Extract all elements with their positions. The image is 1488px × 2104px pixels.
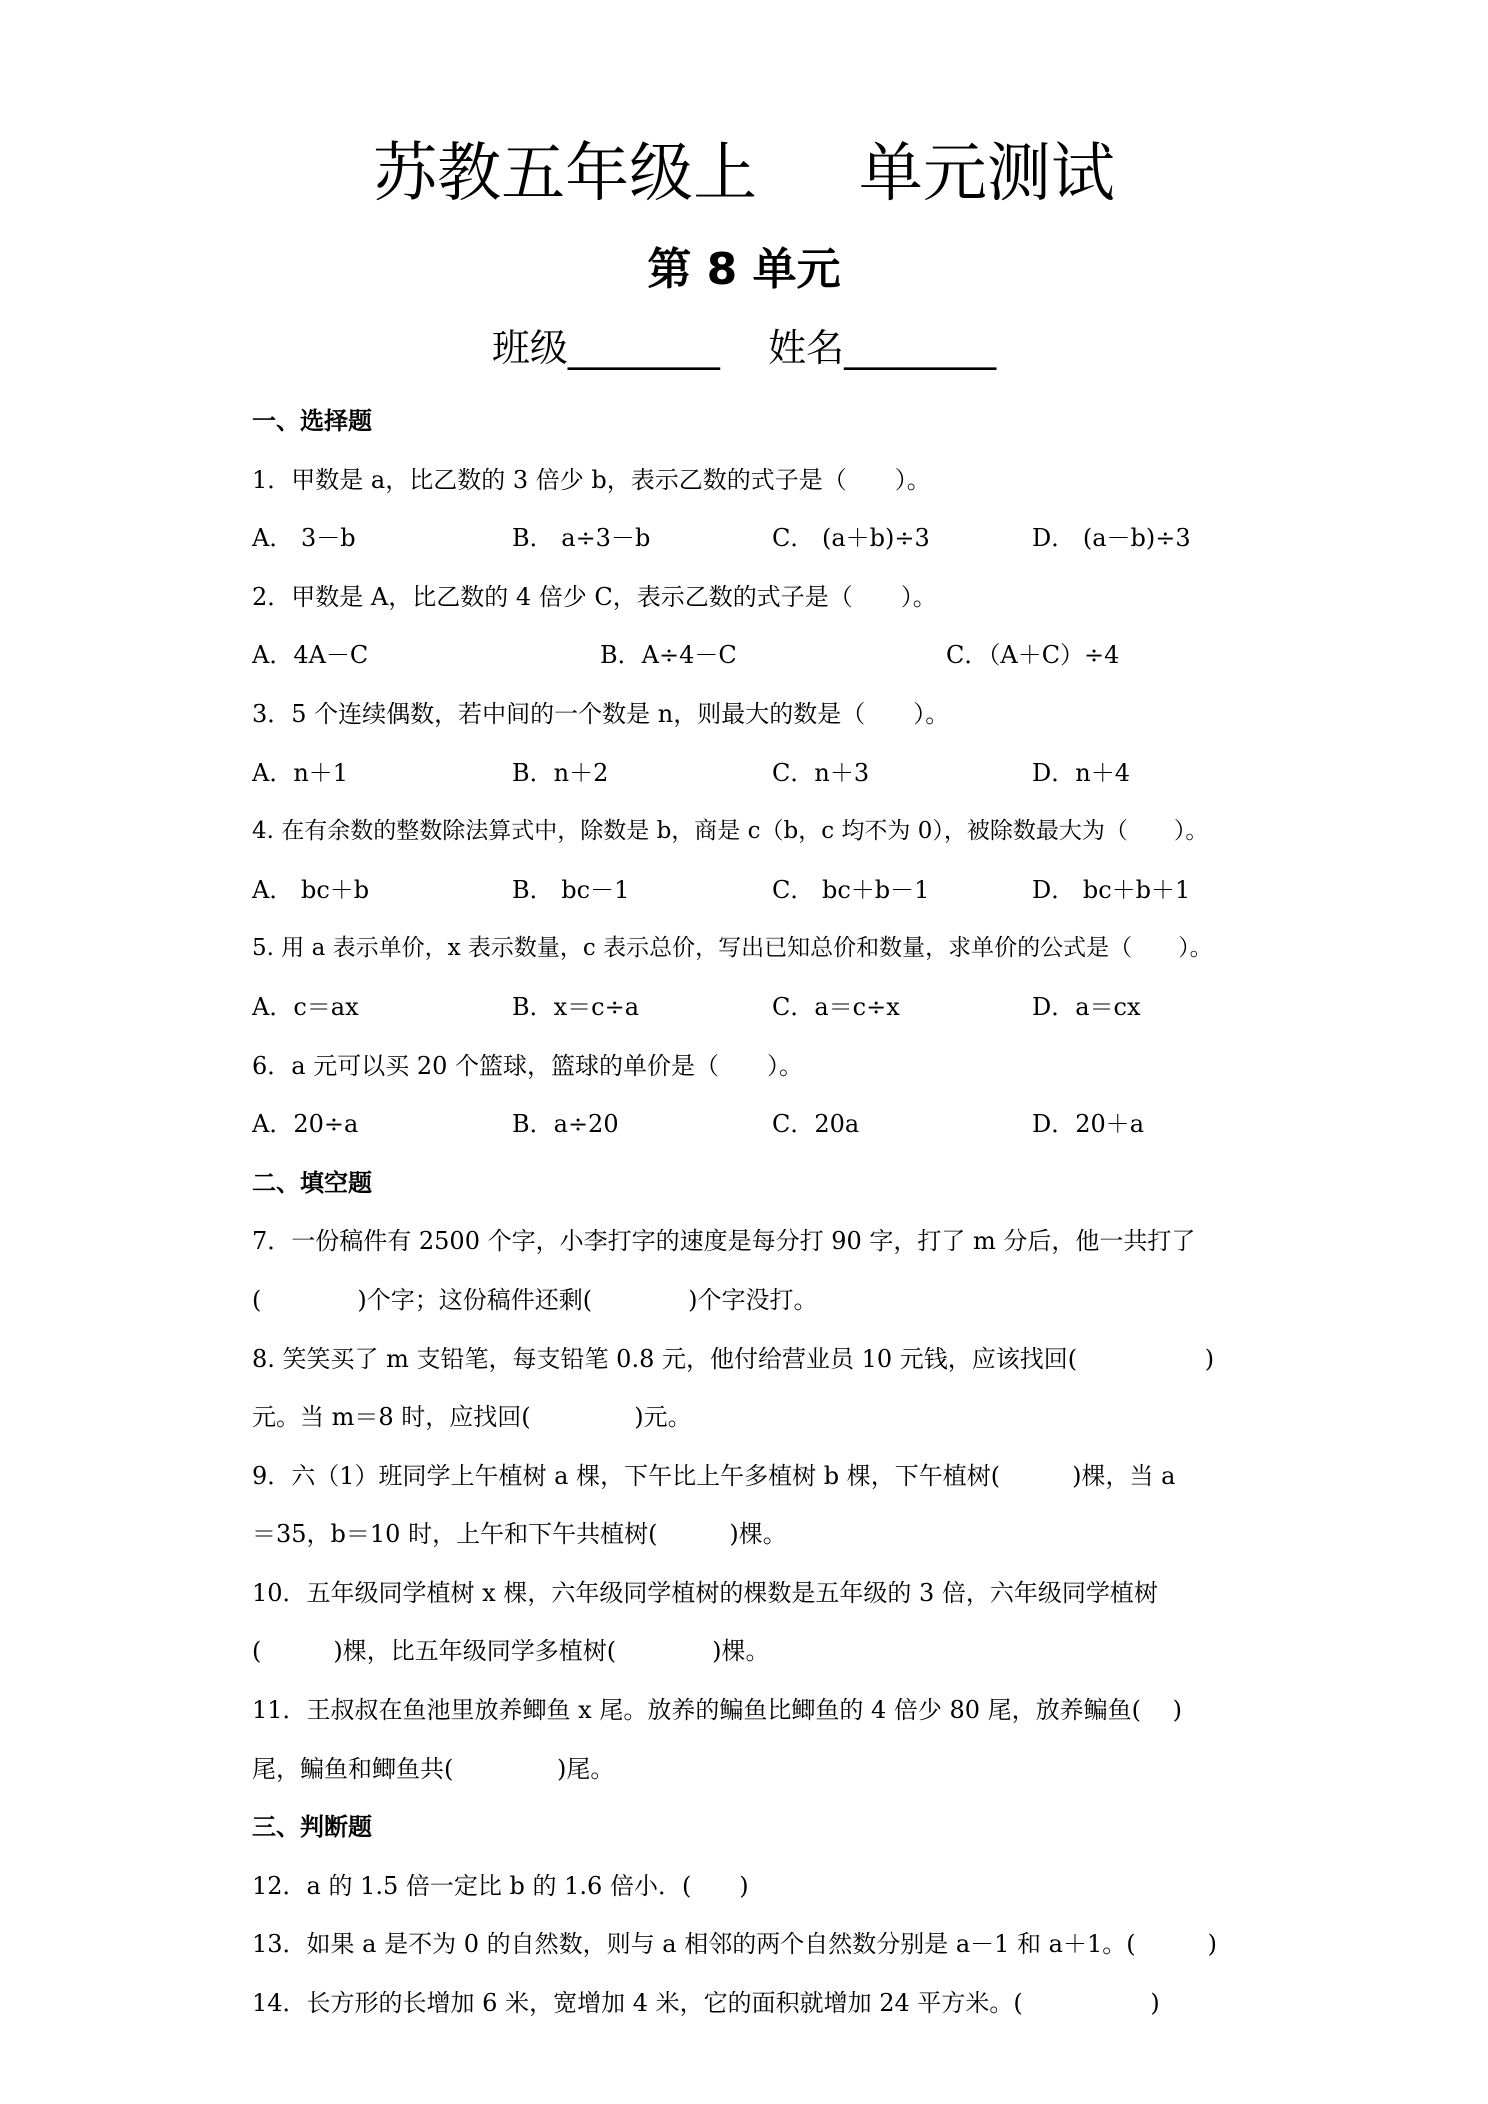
question-10-line-1: 10．五年级同学植树 x 棵，六年级同学植树的棵数是五年级的 3 倍，六年级同学植树 bbox=[252, 1578, 1158, 1607]
option-d: D．a＝cx bbox=[1032, 992, 1141, 1021]
section-heading-fill: 二、填空题 bbox=[252, 1168, 372, 1197]
question-1-options bbox=[252, 509, 1252, 568]
option-d: D． (a－b)÷3 bbox=[1032, 524, 1191, 553]
option-a: A． 3－b bbox=[252, 524, 356, 553]
question-11-line-2: 尾，鳊鱼和鲫鱼共( )尾。 bbox=[252, 1754, 615, 1783]
option-b: B．a÷20 bbox=[512, 1110, 619, 1139]
question-9-line-2: ＝35，b＝10 时，上午和下午共植树( )棵。 bbox=[252, 1520, 787, 1549]
option-d: D． bc＋b＋1 bbox=[1032, 875, 1191, 904]
option-a: A．n＋1 bbox=[252, 758, 349, 787]
question-9-line-1: 9．六（1）班同学上午植树 a 棵，下午比上午多植树 b 棵，下午植树( )棵，当 a bbox=[252, 1461, 1176, 1490]
option-a: A．4A－C bbox=[252, 641, 369, 670]
question-14: 14．长方形的长增加 6 米，宽增加 4 米，它的面积就增加 24 平方米。( ) bbox=[252, 1989, 1160, 2018]
option-d: D．20＋a bbox=[1032, 1110, 1145, 1139]
question-2-options bbox=[252, 626, 1252, 685]
option-c: C．a＝c÷x bbox=[772, 992, 900, 1021]
option-a: A．20÷a bbox=[252, 1110, 359, 1139]
page-title: 苏教五年级上 单元测试 bbox=[373, 137, 1115, 211]
option-c: C． bc＋b－1 bbox=[772, 875, 930, 904]
option-b: B． a÷3－b bbox=[512, 524, 651, 553]
question-4-options bbox=[252, 861, 1252, 920]
question-10-line-2: ( )棵，比五年级同学多植树( )棵。 bbox=[252, 1637, 770, 1666]
question-6-options bbox=[252, 1095, 1252, 1154]
question-12: 12．a 的 1.5 倍一定比 b 的 1.6 倍小．( ) bbox=[252, 1871, 749, 1900]
question-6-stem: 6．a 元可以买 20 个篮球，篮球的单价是（ ）。 bbox=[252, 1051, 804, 1080]
question-13: 13．如果 a 是不为 0 的自然数，则与 a 相邻的两个自然数分别是 a－1 和 a＋1。( ) bbox=[252, 1930, 1217, 1959]
section-heading-choice: 一、选择题 bbox=[252, 407, 372, 435]
option-c: C．20a bbox=[772, 1110, 860, 1139]
section-heading-judge: 三、判断题 bbox=[252, 1813, 372, 1842]
option-c: C．n＋3 bbox=[772, 758, 870, 787]
option-b: B． bc－1 bbox=[512, 875, 630, 904]
question-11-line-1: 11．王叔叔在鱼池里放养鲫鱼 x 尾。放养的鳊鱼比鲫鱼的 4 倍少 80 尾，放养鳊鱼( ) bbox=[252, 1696, 1183, 1725]
option-c: C． (a＋b)÷3 bbox=[772, 524, 930, 553]
option-a: A． bc＋b bbox=[252, 875, 370, 904]
question-8-line-2: 元。当 m＝8 时，应找回( )元。 bbox=[252, 1403, 692, 1432]
option-c: C．（A＋C）÷4 bbox=[946, 641, 1120, 670]
question-2-stem: 2．甲数是 A，比乙数的 4 倍少 C，表示乙数的式子是（ ）。 bbox=[252, 582, 937, 611]
option-d: D．n＋4 bbox=[1032, 758, 1130, 787]
option-b: B．x＝c÷a bbox=[512, 992, 640, 1021]
question-3-options bbox=[252, 744, 1252, 803]
question-4-stem: 4. 在有余数的整数除法算式中，除数是 b，商是 c（b，c 均不为 0），被除数最大为（ ）。 bbox=[252, 818, 1209, 845]
question-5-options bbox=[252, 978, 1252, 1037]
option-b: B．A÷4－C bbox=[600, 641, 737, 670]
option-b: B．n＋2 bbox=[512, 758, 609, 787]
unit-heading: 第 8 单元 bbox=[647, 244, 841, 295]
question-8-line-1: 8. 笑笑买了 m 支铅笔，每支铅笔 0.8 元，他付给营业员 10 元钱，应该找回( ) bbox=[252, 1344, 1215, 1373]
option-a: A．c＝ax bbox=[252, 992, 359, 1021]
question-5-stem: 5. 用 a 表示单价，x 表示数量，c 表示总价，写出已知总价和数量，求单价的公式是（ ）。 bbox=[252, 935, 1213, 962]
class-name-line: 班级________ 姓名________ bbox=[491, 326, 997, 370]
question-1-stem: 1．甲数是 a，比乙数的 3 倍少 b，表示乙数的式子是（ ）。 bbox=[252, 465, 931, 494]
question-7-line-1: 7．一份稿件有 2500 个字，小李打字的速度是每分打 90 字，打了 m 分后，他一共打了 bbox=[252, 1227, 1196, 1256]
question-7-line-2: ( )个字；这份稿件还剩( )个字没打。 bbox=[252, 1285, 818, 1314]
question-3-stem: 3．5 个连续偶数，若中间的一个数是 n，则最大的数是（ ）。 bbox=[252, 699, 950, 728]
question-content bbox=[252, 392, 1252, 2033]
